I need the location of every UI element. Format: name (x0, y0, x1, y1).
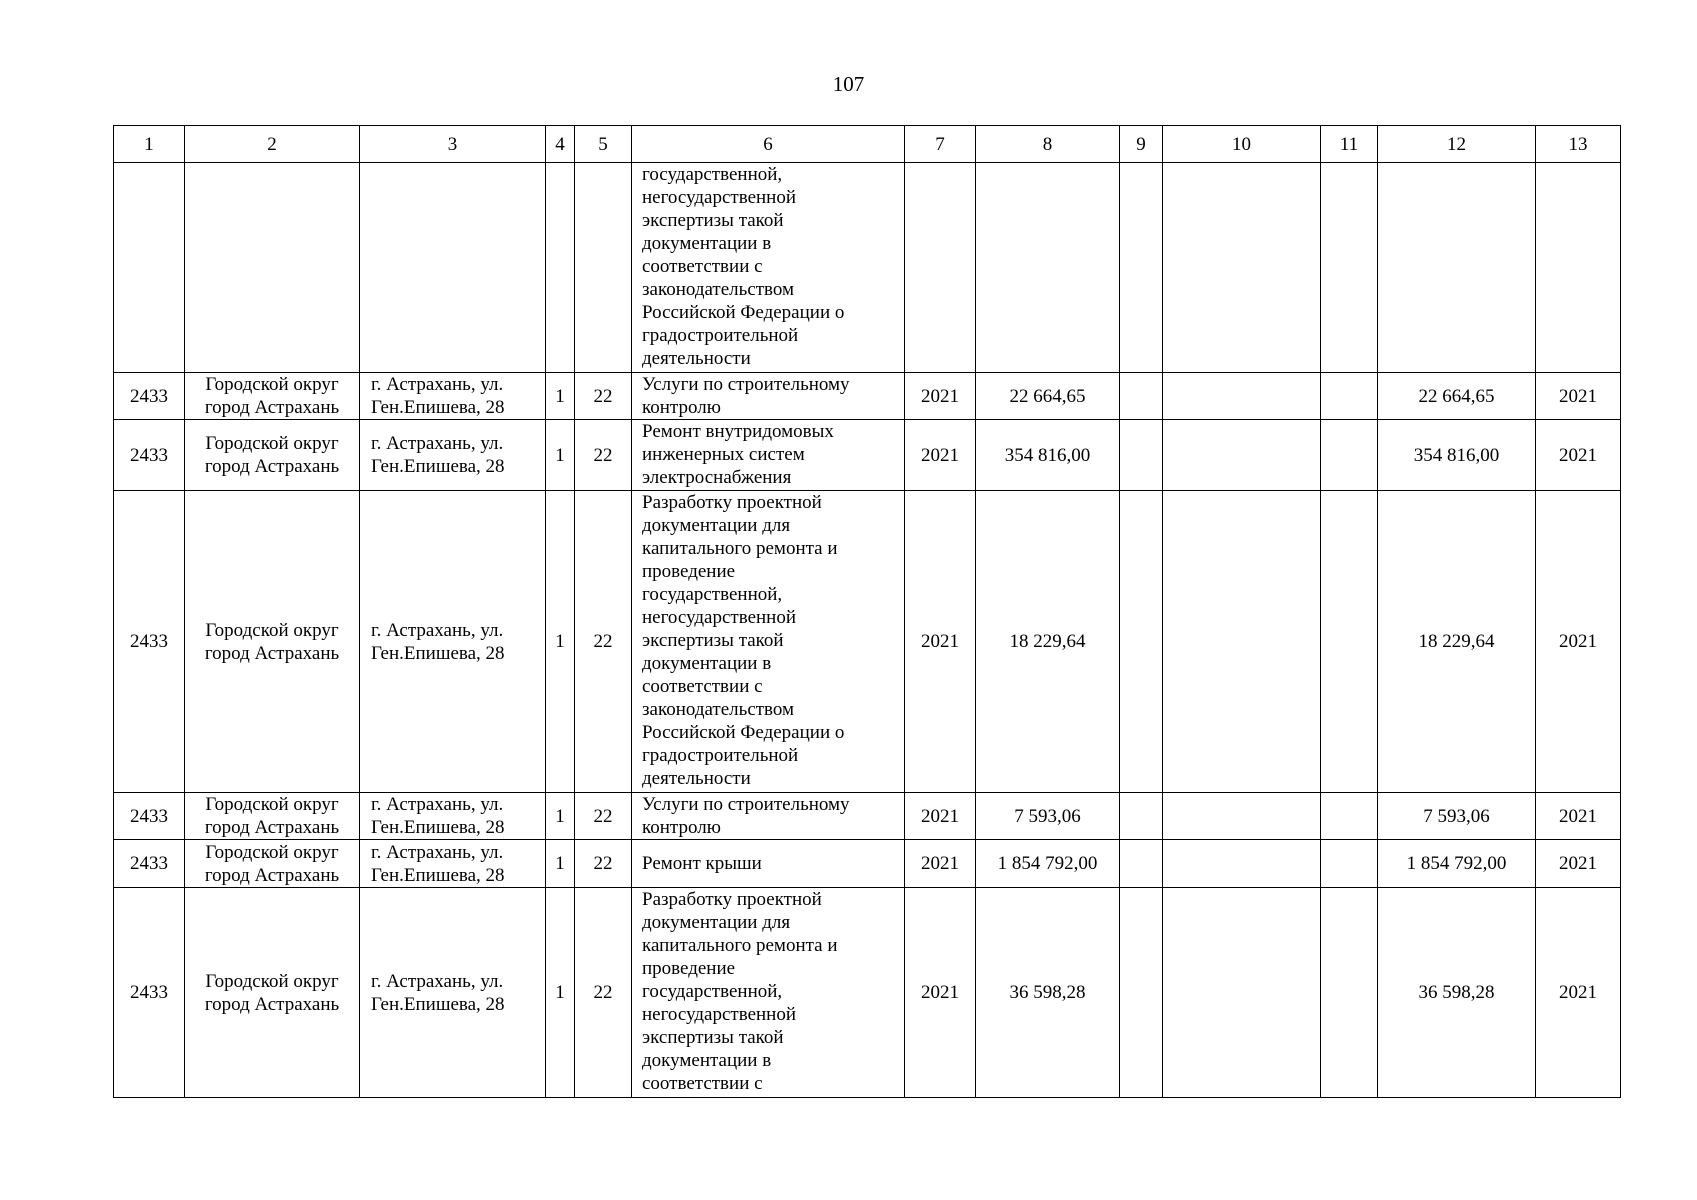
col4-cell (546, 491, 575, 793)
amount-cell (976, 491, 1120, 793)
col9-cell (1120, 840, 1163, 888)
cell-text: 1 (555, 853, 565, 874)
year-cell (905, 420, 976, 491)
cell-text: 2021 (921, 631, 959, 652)
cell-text: г. Астрахань, ул. Ген.Епишева, 28 (371, 374, 505, 418)
end-year-cell (1536, 420, 1621, 491)
header-cell: 9 (1120, 126, 1163, 163)
year-cell (905, 840, 976, 888)
address-cell (360, 888, 546, 1098)
end-year-cell (1536, 373, 1621, 420)
year-cell (905, 888, 976, 1098)
total-cell (1378, 793, 1536, 840)
cell-text: 2021 (1559, 444, 1597, 466)
header-cell: 1 (114, 126, 185, 163)
row-number-cell (114, 420, 185, 491)
col4-cell (546, 888, 575, 1098)
work-description-cell (632, 793, 905, 840)
header-cell: 10 (1163, 126, 1321, 163)
cell-text: Услуги по строительному контролю (642, 794, 850, 838)
cell-text: Городской округ город Астрахань (204, 619, 340, 664)
header-cell: 12 (1378, 126, 1536, 163)
cell-text: 2021 (921, 853, 959, 874)
cell-text: 22 (593, 853, 613, 874)
amount-cell (976, 793, 1120, 840)
cell-text: 2021 (1559, 385, 1597, 407)
work-description-cell (632, 420, 905, 491)
cell-text: государственной, негосударственной экспертизы такой документации в соответствии с законодательством Российской Федерации о градостроительной деятельности (642, 164, 845, 369)
end-year-cell (1536, 491, 1621, 793)
cell-text: 354 816,00 (1413, 444, 1500, 466)
address-cell (360, 840, 546, 888)
col5-cell (575, 793, 632, 840)
col9-cell (1120, 888, 1163, 1098)
year-cell (905, 793, 976, 840)
work-description-cell (632, 840, 905, 888)
cell-text: 2021 (1559, 631, 1597, 652)
cell-text: 2021 (1559, 982, 1597, 1003)
col10-cell (1163, 420, 1321, 491)
total-cell (1378, 373, 1536, 420)
work-description-cell (632, 373, 905, 420)
cell-text: 354 816,00 (1004, 444, 1091, 466)
address-cell (360, 163, 546, 373)
amount-cell (976, 373, 1120, 420)
cell-text: г. Астрахань, ул. Ген.Епишева, 28 (371, 433, 505, 477)
col4-cell (546, 793, 575, 840)
address-cell (360, 491, 546, 793)
col11-cell (1321, 840, 1378, 888)
municipality-cell (185, 491, 360, 793)
cell-text: 7 593,06 (1423, 805, 1490, 827)
cell-text: 36 598,28 (1418, 982, 1495, 1003)
col11-cell (1321, 420, 1378, 491)
cell-text: 36 598,28 (1009, 982, 1086, 1003)
header-row (114, 126, 1621, 163)
cell-text: 2021 (921, 982, 959, 1003)
cell-text: 1 (555, 982, 565, 1003)
end-year-cell (1536, 793, 1621, 840)
header-cell: 3 (360, 126, 546, 163)
page-number: 107 (832, 72, 865, 96)
col5-cell (575, 840, 632, 888)
row-number-cell (114, 793, 185, 840)
year-cell (905, 373, 976, 420)
cell-text: 2433 (130, 631, 168, 652)
cell-text: 1 (555, 805, 565, 827)
total-cell (1378, 491, 1536, 793)
cell-text: 22 (593, 385, 613, 407)
col5-cell (575, 888, 632, 1098)
header-cell: 8 (976, 126, 1120, 163)
header-cell: 5 (575, 126, 632, 163)
row-number-cell (114, 840, 185, 888)
cell-text: г. Астрахань, ул. Ген.Епишева, 28 (371, 841, 505, 886)
cell-text: Городской округ город Астрахань (204, 970, 340, 1015)
cell-text: 1 854 792,00 (997, 853, 1098, 874)
cell-text: 2433 (130, 853, 168, 874)
cell-text: Городской округ город Астрахань (204, 433, 340, 477)
cell-text: Ремонт внутридомовых инженерных систем электроснабжения (642, 421, 834, 488)
data-table (113, 125, 1621, 1098)
cell-text: г. Астрахань, ул. Ген.Епишева, 28 (371, 619, 505, 664)
cell-text: Городской округ город Астрахань (204, 841, 340, 886)
col9-cell (1120, 420, 1163, 491)
col5-cell (575, 491, 632, 793)
amount-cell (976, 163, 1120, 373)
table-row (114, 888, 1621, 1098)
row-number-cell (114, 373, 185, 420)
col9-cell (1120, 793, 1163, 840)
col11-cell (1321, 888, 1378, 1098)
col10-cell (1163, 840, 1321, 888)
col10-cell (1163, 163, 1321, 373)
header-cell: 2 (185, 126, 360, 163)
cell-text: г. Астрахань, ул. Ген.Епишева, 28 (371, 794, 505, 838)
total-cell (1378, 888, 1536, 1098)
cell-text: 2021 (921, 444, 959, 466)
address-cell (360, 793, 546, 840)
amount-cell (976, 888, 1120, 1098)
cell-text: 2021 (921, 385, 959, 407)
amount-cell (976, 420, 1120, 491)
col10-cell (1163, 373, 1321, 420)
cell-text: Разработку проектной документации для капитального ремонта и проведение государственной, негосударственной экспертизы такой документации в соответствии с законодательством Российской Федерации о градостроительной деятельности (642, 492, 845, 789)
cell-text: 22 664,65 (1418, 385, 1495, 407)
col11-cell (1321, 793, 1378, 840)
row-number-cell (114, 491, 185, 793)
address-cell (360, 420, 546, 491)
table-row (114, 793, 1621, 840)
row-number-cell (114, 888, 185, 1098)
cell-text: г. Астрахань, ул. Ген.Епишева, 28 (371, 970, 505, 1015)
cell-text: 22 (593, 805, 613, 827)
work-description-cell (632, 491, 905, 793)
cell-text: 2433 (130, 385, 168, 407)
cell-text: 1 (555, 385, 565, 407)
header-cell: 7 (905, 126, 976, 163)
year-cell (905, 163, 976, 373)
cell-text: 22 (593, 982, 613, 1003)
col10-cell (1163, 888, 1321, 1098)
table-row (114, 420, 1621, 491)
work-description-cell (632, 888, 905, 1098)
col4-cell (546, 420, 575, 491)
header-cell: 11 (1321, 126, 1378, 163)
cell-text: Городской округ город Астрахань (204, 374, 340, 418)
col10-cell (1163, 491, 1321, 793)
total-cell (1378, 163, 1536, 373)
municipality-cell (185, 840, 360, 888)
municipality-cell (185, 163, 360, 373)
cell-text: 22 664,65 (1009, 385, 1086, 407)
municipality-cell (185, 888, 360, 1098)
col5-cell (575, 420, 632, 491)
end-year-cell (1536, 888, 1621, 1098)
col11-cell (1321, 373, 1378, 420)
end-year-cell (1536, 840, 1621, 888)
table-row (114, 491, 1621, 793)
col4-cell (546, 373, 575, 420)
table-row (114, 840, 1621, 888)
cell-text: 2433 (130, 444, 168, 466)
cell-text: 22 (593, 631, 613, 652)
table-row (114, 373, 1621, 420)
col10-cell (1163, 793, 1321, 840)
row-number-cell (114, 163, 185, 373)
cell-text: 18 229,64 (1009, 631, 1086, 652)
cell-text: 2433 (130, 805, 168, 827)
cell-text: Разработку проектной документации для капитального ремонта и проведение государственной, негосударственной экспертизы такой документации в соответствии с (642, 889, 838, 1094)
cell-text: 2021 (921, 805, 959, 827)
cell-text: 18 229,64 (1418, 631, 1495, 652)
header-cell: 13 (1536, 126, 1621, 163)
header-cell: 4 (546, 126, 575, 163)
work-description-cell (632, 163, 905, 373)
cell-text: Городской округ город Астрахань (204, 794, 340, 838)
cell-text: 2021 (1559, 805, 1597, 827)
cell-text: Ремонт крыши (642, 853, 762, 874)
col5-cell (575, 373, 632, 420)
total-cell (1378, 420, 1536, 491)
col9-cell (1120, 491, 1163, 793)
table-row (114, 163, 1621, 373)
total-cell (1378, 840, 1536, 888)
col11-cell (1321, 491, 1378, 793)
cell-text: 7 593,06 (1014, 805, 1081, 827)
amount-cell (976, 840, 1120, 888)
header-cell: 6 (632, 126, 905, 163)
col9-cell (1120, 373, 1163, 420)
cell-text: 2433 (130, 982, 168, 1003)
col11-cell (1321, 163, 1378, 373)
municipality-cell (185, 373, 360, 420)
cell-text: 22 (593, 444, 613, 466)
municipality-cell (185, 793, 360, 840)
cell-text: 1 (555, 631, 565, 652)
end-year-cell (1536, 163, 1621, 373)
municipality-cell (185, 420, 360, 491)
col4-cell (546, 840, 575, 888)
address-cell (360, 373, 546, 420)
col4-cell (546, 163, 575, 373)
year-cell (905, 491, 976, 793)
cell-text: Услуги по строительному контролю (642, 374, 850, 418)
cell-text: 1 854 792,00 (1406, 853, 1507, 874)
col9-cell (1120, 163, 1163, 373)
cell-text: 2021 (1559, 853, 1597, 874)
cell-text: 1 (555, 444, 565, 466)
col5-cell (575, 163, 632, 373)
